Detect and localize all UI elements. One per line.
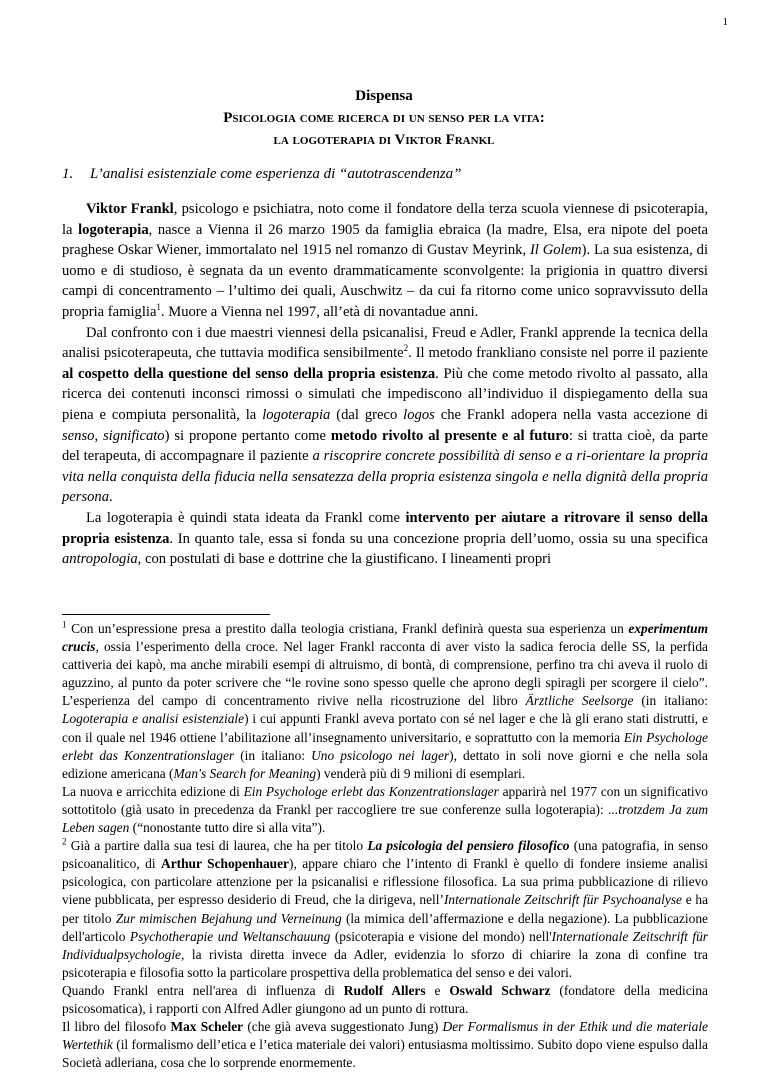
footnote-2: $^2$ Già a partire dalla sua tesi di laurea, che ha per titolo La psicologia del pensiero filosofico (una patografia, in senso psicoanalitico, di Arthur Schopenhauer), appare chiaro che l’intento di Frankl è quello di fondere insieme analisi psicologica, con particolare attenzione per la psicanalisi e riflessione filosofica. La sua prima pubblicazione di rilievo viene pubblicata, per espresso desiderio di Freud, che la dirigeva, nell’Internationale Zeitschrift für Psychoanalyse e ha per titolo Zur mimischen Bejahung und Verneinung (la mimica dell’affermazione e della negazione). La pubblicazione dell'articolo Psychotherapie und Weltanschauung (psicoterapia e visione del mondo) nell'Internationale Zeitschrift für Individualpsychologie, la rivista diretta invece da Adler, evidenzia lo sforzo di chiarire la zona di confine tra psicoterapia e filosofia sotto la particolare prospettiva della problematica del senso e dei valori. <box>62 836 709 980</box>
title-line-1: Dispensa <box>355 88 413 104</box>
footnote-ref-1: 1 <box>156 302 161 313</box>
footnote-1-continued: La nuova e arricchita edizione di Ein Psychologe erlebt das Konzentrationslager apparirà nel 1977 con un significativo sottotitolo (già usato in precedenza da Frankl per raccogliere tre sue conferenze sulla logoterapia): ...trotzdem Ja zum Leben sagen (“nonostante tutto dire sì alla vita”). <box>62 783 708 836</box>
footnotes <box>62 620 708 1072</box>
footnote-1: $^1$ Con un’espressione presa a prestito dalla teologia cristiana, Frankl definirà questa sua esperienza un experimentum crucis, ossia l’esperimento della croce. Nel lager Frankl racconta di aver visto la sadica ferocia delle SS, la perfida cattiveria dei kapò, ma anche mirabili esempi di altruismo, di bontà, di comprensione, perfino tra chi aveva il ruolo di aguzzino, al punto da poter scrivere che “le rovine sono spesso quelle che aprono degli spiragli per scorgere il cielo”. L’esperienza del campo di concentramento rivive nella ricostruzione del libro Ärztliche Seelsorge (in italiano: Logoterapia e analisi esistenziale) i cui appunti Frankl aveva portato con sé nel lager e che là gli erano stati distrutti, e con il quale nel 1946 ottiene l’abilitazione all’insegnamento universitario, e soprattutto con la memoria Ein Psychologe erlebt das Konzentrationslager (in italiano: Uno psicologo nei lager), dettato in soli nove giorni e che nella sola edizione americana (Man's Search for Meaning) venderà più di 9 milioni di esemplari. <box>62 619 708 781</box>
footnote-2-continued-b: Il libro del filosofo Max Scheler (che già aveva suggestionato Jung) Der Formalismus in der Ethik und die materiale Wertethik (il formalismo dell’etica e l’etica materiale dei valori) entusiasma moltissimo. Subito dopo viene espulso dalla Società adleriana, cosa che lo sorprende enormemente. <box>62 1019 708 1071</box>
paragraph-3: La logoterapia è quindi stata ideata da Frankl come intervento per aiutare a ritrovare il senso della propria esistenza. In quanto tale, essa si fonda su una concezione propria dell’uomo, ossia su una specifica antropologia, con postulati di base e dottrine che la giustificano. I lineamenti propri <box>62 509 709 568</box>
section-title: L’analisi esistenziale come esperienza di “autotrascendenza” <box>90 166 462 182</box>
section-heading <box>62 166 462 183</box>
footnote-ref-2: 2 <box>403 343 409 354</box>
document-title <box>0 85 768 151</box>
page-number: 1 <box>722 16 728 28</box>
title-line-2: Psicologia come ricerca di un senso per la vita: <box>223 110 545 126</box>
title-line-3: la logoterapia di Viktor Frankl <box>273 132 495 148</box>
section-number: 1. <box>62 166 74 182</box>
paragraph-2: Dal confronto con i due maestri viennesi della psicanalisi, Freud e Adler, Frankl apprende la tecnica della analisi psicoterapeuta, che tuttavia modifica sensibilmente$^2$. Il metodo frankliano consiste nel porre il paziente al cospetto della questione del senso della propria esistenza. Più che come metodo rivolto al passato, alla ricerca dei contenuti inconsci rimossi o simulati che impediscono all’individuo il dispiegamento della sua piena e compiuta personalità, la logoterapia (dal greco logos che Frankl adopera nella vasta accezione di senso, significato) si propone pertanto come metodo rivolto al presente e al futuro: si tratta cioè, da parte del terapeuta, di accompagnare il paziente a riscoprire concrete possibilità di senso e a ri-orientare la propria vita nella conquista della fiducia nella sensatezza della propria esistenza singola e nella dignità della propria persona. <box>62 324 709 506</box>
body-text <box>62 199 708 570</box>
paragraph-1: Viktor Frankl, psicologo e psichiatra, noto come il fondatore della terza scuola viennese di psicoterapia, la logoterapia, nasce a Vienna il 26 marzo 1905 da famiglia ebraica (la madre, Elsa, era nipote del poeta praghese Oskar Wiener, immortalato nel 1915 nel romanzo di Gustav Meyrink, Il Golem). La sua esistenza, di uomo e di studioso, è segnata da un evento drammaticamente sconvolgente: la prigionia in quattro diversi campi di concentramento – l’ultimo dei quali, Auschwitz – da cui fa ritorno come unico sopravvissuto della propria famiglia$^1$. Muore a Vienna nel 1997, all’età di novantadue anni. <box>62 201 709 320</box>
footnote-2-continued-a: Quando Frankl entra nell'area di influenza di Rudolf Allers e Oswald Schwarz (fondatore della medicina psicosomatica), i rapporti con Alfred Adler giungono ad un punto di rottura. <box>62 982 709 1016</box>
footnote-separator <box>62 614 270 615</box>
